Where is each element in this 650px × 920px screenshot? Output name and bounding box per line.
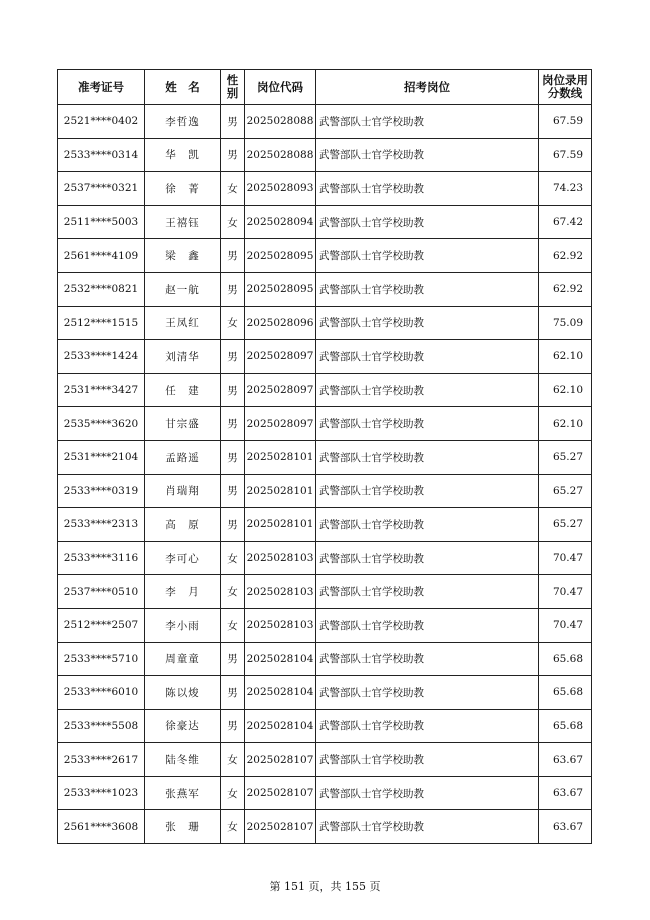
cell-name: 李 月 <box>145 575 221 609</box>
table-row <box>58 272 592 306</box>
cell-gender: 男 <box>221 676 245 710</box>
cell-position: 武警部队士官学校助教 <box>316 306 539 340</box>
cell-position: 武警部队士官学校助教 <box>316 810 539 844</box>
header-score <box>539 70 592 105</box>
cell-id: 2537****0510 <box>58 575 145 609</box>
cell-name: 肖瑞翔 <box>145 474 221 508</box>
cell-code: 2025028088 <box>245 138 316 172</box>
cell-position: 武警部队士官学校助教 <box>316 105 539 139</box>
cell-gender: 女 <box>221 575 245 609</box>
cell-code: 2025028103 <box>245 608 316 642</box>
cell-id: 2533****2313 <box>58 508 145 542</box>
cell-gender: 女 <box>221 743 245 777</box>
cell-id: 2533****6010 <box>58 676 145 710</box>
cell-score: 70.47 <box>539 541 592 575</box>
cell-code: 2025028096 <box>245 306 316 340</box>
cell-code: 2025028095 <box>245 239 316 273</box>
table-row <box>58 608 592 642</box>
table-row <box>58 541 592 575</box>
table-row <box>58 172 592 206</box>
cell-score: 65.27 <box>539 508 592 542</box>
header-row <box>58 70 592 105</box>
cell-code: 2025028093 <box>245 172 316 206</box>
cell-score: 70.47 <box>539 608 592 642</box>
cell-name: 任 建 <box>145 373 221 407</box>
cell-id: 2512****2507 <box>58 608 145 642</box>
cell-code: 2025028097 <box>245 340 316 374</box>
cell-gender: 男 <box>221 239 245 273</box>
cell-position: 武警部队士官学校助教 <box>316 205 539 239</box>
table-row <box>58 709 592 743</box>
cell-id: 2511****5003 <box>58 205 145 239</box>
cell-gender: 男 <box>221 340 245 374</box>
cell-name: 张燕军 <box>145 776 221 810</box>
cell-gender: 男 <box>221 474 245 508</box>
header-name: 姓 名 <box>145 70 221 105</box>
cell-position: 武警部队士官学校助教 <box>316 407 539 441</box>
cell-name: 甘宗盛 <box>145 407 221 441</box>
cell-position: 武警部队士官学校助教 <box>316 340 539 374</box>
table-row <box>58 810 592 844</box>
cell-id: 2535****3620 <box>58 407 145 441</box>
cell-id: 2533****0314 <box>58 138 145 172</box>
cell-position: 武警部队士官学校助教 <box>316 373 539 407</box>
cell-position: 武警部队士官学校助教 <box>316 575 539 609</box>
cell-name: 高 原 <box>145 508 221 542</box>
cell-score: 62.92 <box>539 272 592 306</box>
cell-position: 武警部队士官学校助教 <box>316 541 539 575</box>
cell-name: 陈以焌 <box>145 676 221 710</box>
cell-name: 徐豪达 <box>145 709 221 743</box>
cell-position: 武警部队士官学校助教 <box>316 138 539 172</box>
table-row <box>58 508 592 542</box>
table-row <box>58 205 592 239</box>
table-row <box>58 306 592 340</box>
page-footer: 第 151 页，共 155 页 <box>269 880 381 893</box>
cell-id: 2531****2104 <box>58 440 145 474</box>
cell-gender: 女 <box>221 541 245 575</box>
cell-score: 62.92 <box>539 239 592 273</box>
cell-code: 2025028088 <box>245 105 316 139</box>
cell-code: 2025028104 <box>245 642 316 676</box>
cell-code: 2025028104 <box>245 676 316 710</box>
cell-name: 徐 菁 <box>145 172 221 206</box>
cell-gender: 男 <box>221 440 245 474</box>
cell-code: 2025028097 <box>245 407 316 441</box>
cell-position: 武警部队士官学校助教 <box>316 776 539 810</box>
cell-code: 2025028107 <box>245 810 316 844</box>
cell-position: 武警部队士官学校助教 <box>316 608 539 642</box>
cell-name: 梁 鑫 <box>145 239 221 273</box>
cell-name: 赵一航 <box>145 272 221 306</box>
cell-gender: 男 <box>221 407 245 441</box>
header-gender-line1: 性 <box>226 73 239 87</box>
cell-position: 武警部队士官学校助教 <box>316 239 539 273</box>
cell-name: 李哲逸 <box>145 105 221 139</box>
cell-gender: 女 <box>221 810 245 844</box>
cell-score: 62.10 <box>539 340 592 374</box>
cell-id: 2533****5508 <box>58 709 145 743</box>
cell-gender: 男 <box>221 138 245 172</box>
cell-name: 周童童 <box>145 642 221 676</box>
table-row <box>58 440 592 474</box>
cell-gender: 男 <box>221 373 245 407</box>
cell-score: 63.67 <box>539 743 592 777</box>
cell-score: 63.67 <box>539 810 592 844</box>
cell-name: 李可心 <box>145 541 221 575</box>
cell-code: 2025028107 <box>245 743 316 777</box>
cell-id: 2521****0402 <box>58 105 145 139</box>
cell-position: 武警部队士官学校助教 <box>316 508 539 542</box>
cell-gender: 男 <box>221 508 245 542</box>
cell-code: 2025028103 <box>245 575 316 609</box>
cell-gender: 女 <box>221 205 245 239</box>
table-row <box>58 642 592 676</box>
cell-score: 65.27 <box>539 440 592 474</box>
cell-score: 67.59 <box>539 138 592 172</box>
cell-code: 2025028097 <box>245 373 316 407</box>
cell-position: 武警部队士官学校助教 <box>316 272 539 306</box>
cell-score: 67.42 <box>539 205 592 239</box>
cell-position: 武警部队士官学校助教 <box>316 642 539 676</box>
cell-score: 75.09 <box>539 306 592 340</box>
cell-code: 2025028101 <box>245 440 316 474</box>
header-id: 准考证号 <box>58 70 145 105</box>
cell-gender: 女 <box>221 608 245 642</box>
cell-gender: 男 <box>221 272 245 306</box>
cell-score: 70.47 <box>539 575 592 609</box>
cell-score: 62.10 <box>539 407 592 441</box>
cell-position: 武警部队士官学校助教 <box>316 440 539 474</box>
header-gender-line2: 别 <box>226 86 239 100</box>
cell-id: 2533****1023 <box>58 776 145 810</box>
cell-name: 华 凯 <box>145 138 221 172</box>
cell-code: 2025028101 <box>245 508 316 542</box>
cell-id: 2512****1515 <box>58 306 145 340</box>
cell-name: 刘清华 <box>145 340 221 374</box>
cell-id: 2532****0821 <box>58 272 145 306</box>
cell-code: 2025028101 <box>245 474 316 508</box>
cell-name: 张 珊 <box>145 810 221 844</box>
cell-position: 武警部队士官学校助教 <box>316 709 539 743</box>
table-row <box>58 776 592 810</box>
cell-score: 65.68 <box>539 642 592 676</box>
cell-gender: 男 <box>221 105 245 139</box>
cell-position: 武警部队士官学校助教 <box>316 676 539 710</box>
cell-score: 74.23 <box>539 172 592 206</box>
cell-gender: 男 <box>221 709 245 743</box>
table-row <box>58 138 592 172</box>
table-row <box>58 373 592 407</box>
cell-score: 65.68 <box>539 709 592 743</box>
cell-gender: 男 <box>221 642 245 676</box>
table-row <box>58 105 592 139</box>
cell-position: 武警部队士官学校助教 <box>316 474 539 508</box>
cell-gender: 女 <box>221 776 245 810</box>
cell-code: 2025028095 <box>245 272 316 306</box>
cell-name: 王凤红 <box>145 306 221 340</box>
cell-name: 王禧钰 <box>145 205 221 239</box>
results-table <box>57 69 592 844</box>
cell-score: 62.10 <box>539 373 592 407</box>
cell-score: 65.68 <box>539 676 592 710</box>
cell-score: 67.59 <box>539 105 592 139</box>
table-row <box>58 239 592 273</box>
cell-score: 63.67 <box>539 776 592 810</box>
table-row <box>58 407 592 441</box>
cell-id: 2537****0321 <box>58 172 145 206</box>
header-score-line1: 岗位录用 <box>542 73 588 87</box>
cell-code: 2025028107 <box>245 776 316 810</box>
cell-id: 2561****3608 <box>58 810 145 844</box>
cell-name: 李小雨 <box>145 608 221 642</box>
cell-score: 65.27 <box>539 474 592 508</box>
cell-gender: 女 <box>221 172 245 206</box>
cell-code: 2025028103 <box>245 541 316 575</box>
cell-id: 2561****4109 <box>58 239 145 273</box>
table-row <box>58 474 592 508</box>
table-row <box>58 743 592 777</box>
table-row <box>58 575 592 609</box>
cell-name: 陆冬维 <box>145 743 221 777</box>
cell-id: 2533****2617 <box>58 743 145 777</box>
cell-position: 武警部队士官学校助教 <box>316 743 539 777</box>
table-row <box>58 340 592 374</box>
cell-id: 2531****3427 <box>58 373 145 407</box>
cell-position: 武警部队士官学校助教 <box>316 172 539 206</box>
table-row <box>58 676 592 710</box>
cell-gender: 女 <box>221 306 245 340</box>
cell-id: 2533****0319 <box>58 474 145 508</box>
header-score-line2: 分数线 <box>547 86 583 100</box>
cell-id: 2533****3116 <box>58 541 145 575</box>
header-gender <box>221 70 245 105</box>
header-code: 岗位代码 <box>245 70 316 105</box>
header-position: 招考岗位 <box>316 70 539 105</box>
cell-code: 2025028094 <box>245 205 316 239</box>
cell-id: 2533****5710 <box>58 642 145 676</box>
cell-id: 2533****1424 <box>58 340 145 374</box>
cell-name: 孟路遥 <box>145 440 221 474</box>
cell-code: 2025028104 <box>245 709 316 743</box>
